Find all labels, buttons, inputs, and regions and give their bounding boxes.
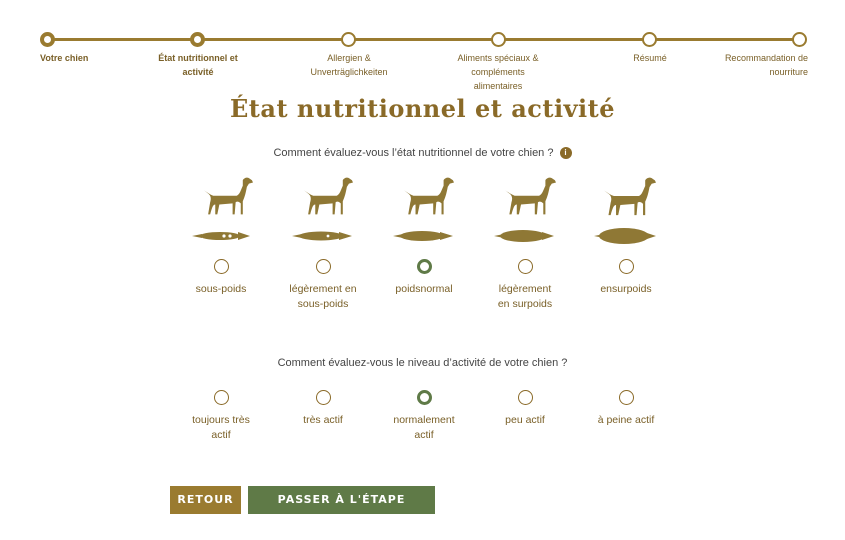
- dog-standing-normal-weight-icon: [404, 178, 454, 215]
- activity-label-normally-active[interactable]: normalement actif: [393, 414, 455, 441]
- step-label-aliments-speciaux: Aliments spéciaux & compléments alimentaires: [457, 53, 539, 91]
- dog-standing-overweight-icon: [604, 178, 656, 215]
- step-label-votre-chien[interactable]: Votre chien: [40, 53, 89, 63]
- dog-standing-slightly-overweight-icon: [505, 178, 556, 215]
- step-dot-recommandation: [792, 32, 807, 47]
- activity-radio-normally-active[interactable]: [417, 390, 432, 405]
- step-label-etat-nutritionnel[interactable]: État nutritionnel et activité: [158, 53, 238, 77]
- nutrition-radio-overweight[interactable]: [619, 259, 634, 274]
- activity-label-very-very-active[interactable]: toujours très actif: [192, 414, 250, 441]
- activity-label-barely-active[interactable]: à peine actif: [597, 414, 655, 426]
- activity-label-very-active[interactable]: très actif: [303, 414, 343, 426]
- back-button[interactable]: RETOUR: [170, 486, 241, 514]
- nutrition-label-underweight[interactable]: sous-poids: [195, 283, 247, 295]
- nutrition-label-normal-weight[interactable]: poidsnormal: [395, 283, 453, 295]
- stepper-line: [47, 38, 800, 41]
- progress-stepper: [0, 0, 845, 95]
- nutrition-question-text: Comment évaluez-vous l’état nutritionnel de votre chien ?: [273, 147, 554, 159]
- dog-topview-overweight-icon: [594, 228, 656, 244]
- dog-topview-normal-weight-icon: [393, 231, 453, 241]
- dog-topview-underweight-icon: [192, 232, 250, 240]
- dog-illustrations: [0, 175, 845, 245]
- activity-radio-very-active[interactable]: [316, 390, 331, 405]
- step-dot-aliments-speciaux: [491, 32, 506, 47]
- step-dot-votre-chien[interactable]: [40, 32, 55, 47]
- dog-topview-slightly-underweight-icon: [292, 232, 352, 241]
- next-step-button[interactable]: PASSER À L'ÉTAPE SUIVANTE: [248, 486, 435, 514]
- info-icon[interactable]: i: [560, 147, 572, 159]
- step-dot-resume: [642, 32, 657, 47]
- nutrition-question: [0, 147, 845, 159]
- nutrition-radio-normal-weight[interactable]: [417, 259, 432, 274]
- step-label-resume: Résumé: [633, 53, 667, 63]
- nutrition-radio-slightly-overweight[interactable]: [518, 259, 533, 274]
- nutrition-label-slightly-underweight[interactable]: légèrement en sous-poids: [289, 283, 357, 310]
- nutrition-radio-slightly-underweight[interactable]: [316, 259, 331, 274]
- activity-question: Comment évaluez-vous le niveau d’activité de votre chien ?: [277, 357, 568, 369]
- dog-standing-underweight-icon: [204, 178, 253, 215]
- activity-radio-barely-active[interactable]: [619, 390, 634, 405]
- dog-topview-slightly-overweight-icon: [494, 230, 554, 242]
- step-label-allergies: Allergien & Unverträglichkeiten: [310, 53, 388, 77]
- activity-radio-very-very-active[interactable]: [214, 390, 229, 405]
- step-dot-etat-nutritionnel[interactable]: [190, 32, 205, 47]
- step-dot-allergies: [341, 32, 356, 47]
- dog-standing-slightly-underweight-icon: [304, 178, 353, 215]
- nutrition-label-slightly-overweight[interactable]: légèrement en surpoids: [497, 283, 553, 310]
- page-title: État nutritionnel et activité: [230, 94, 615, 123]
- nutrition-label-overweight[interactable]: ensurpoids: [600, 283, 652, 295]
- step-label-recommandation: Recommandation de nourriture: [724, 53, 808, 77]
- nutrition-radio-underweight[interactable]: [214, 259, 229, 274]
- activity-label-low-active[interactable]: peu actif: [505, 414, 545, 426]
- activity-radio-low-active[interactable]: [518, 390, 533, 405]
